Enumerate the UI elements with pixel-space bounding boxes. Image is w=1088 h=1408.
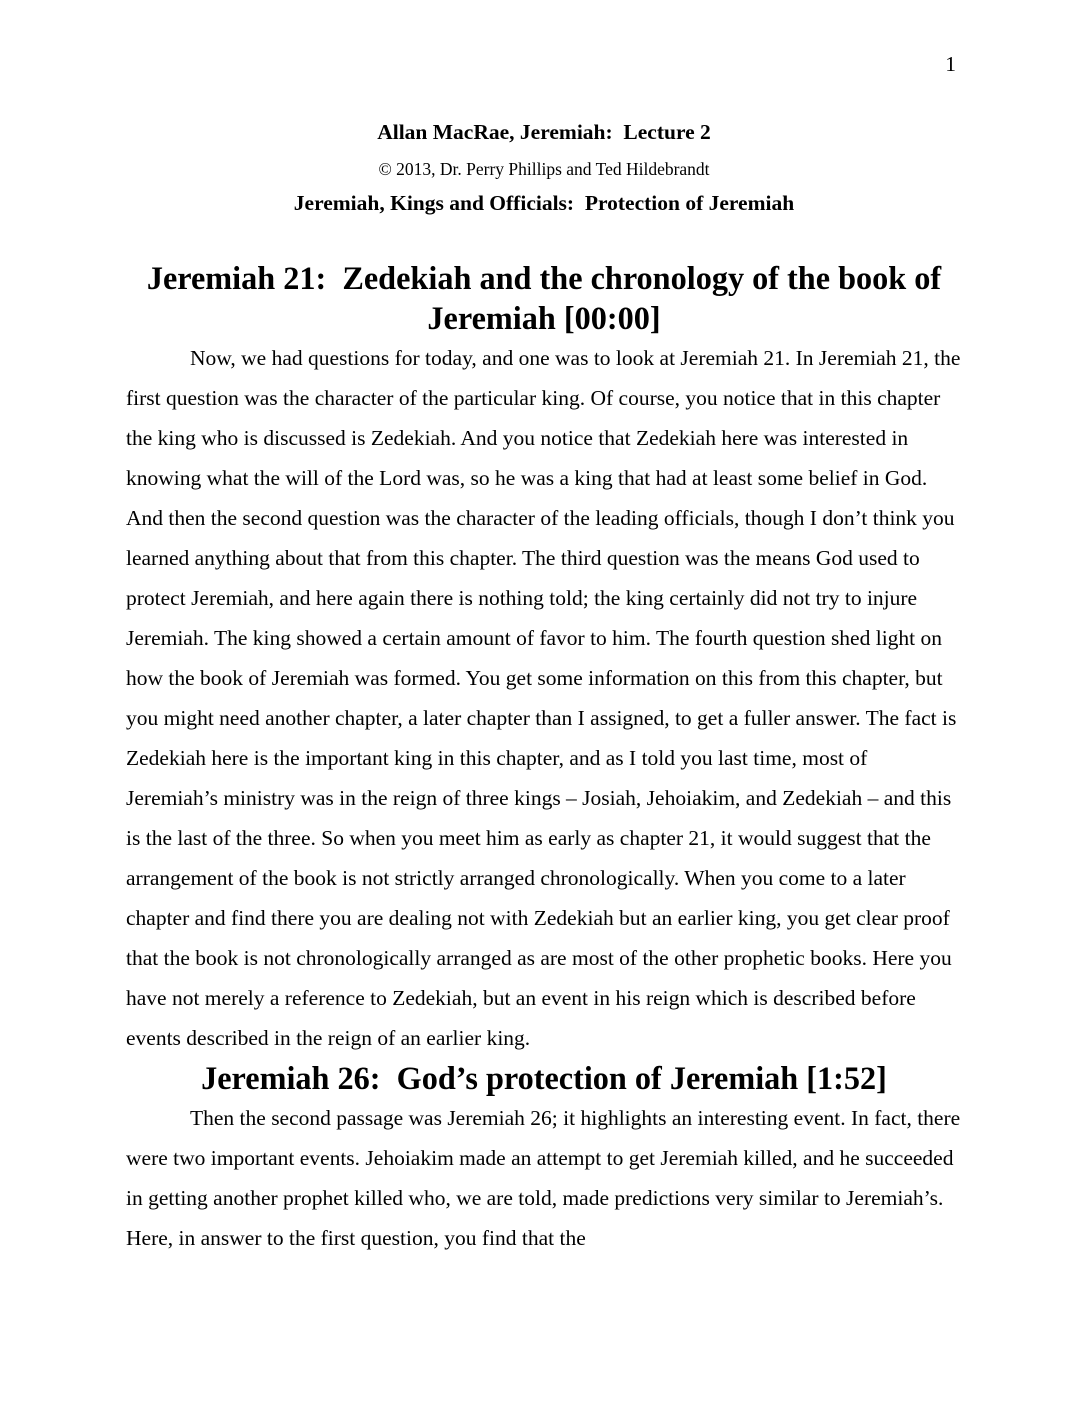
section-heading: Jeremiah 21: Zedekiah and the chronology of the book of Jeremiah [00:00]: [146, 260, 950, 336]
paragraph: Then the second passage was Jeremiah 26; it highlights an interesting event. In fact, there were two important events. Jehoiakim made an attempt to get Jeremiah killed, and he succeeded in getting another prophet killed who, we are told, made predictions very similar to Jeremiah’s. Here, in answer to the first question, you find that the: [126, 1106, 966, 1250]
section-heading: Jeremiah 26: God’s protection of Jeremiah [1:52]: [201, 1060, 887, 1096]
document-subtitle: Jeremiah, Kings and Officials: Protection of Jeremiah: [293, 191, 795, 215]
section-jeremiah-21: [126, 258, 966, 1058]
paragraph: Now, we had questions for today, and one was to look at Jeremiah 21. In Jeremiah 21, the first question was the character of the particular king. Of course, you notice that in this chapter the king who is discussed is Zedekiah. And you notice that Zedekiah here was interested in knowing what the will of the Lord was, so he was a king that had at least some belief in God. And then the second question was the character of the leading officials, though I don’t think you learned anything about that from this chapter. The third question was the means God used to protect Jeremiah, and here again there is nothing told; the king certainly did not try to injure Jeremiah. The king showed a certain amount of favor to him. The fourth question shed light on how the book of Jeremiah was formed. You get some information on this from this chapter, but you might need another chapter, a later chapter than I assigned, to get a fuller answer. The fact is Zedekiah here is the important king in this chapter, and as I told you last time, most of Jeremiah’s ministry was in the reign of three kings – Josiah, Jehoiakim, and Zedekiah – and this is the last of the three. So when you meet him as early as chapter 21, it would suggest that the arrangement of the book is not strictly arranged chronologically. When you come to a later chapter and find there you are dealing not with Zedekiah but an earlier king, you get clear proof that the book is not chronologically arranged as are most of the other prophetic books. Here you have not merely a reference to Zedekiah, but an event in his reign which is described before events described in the reign of an earlier king.: [126, 346, 966, 1050]
document-title: Allan MacRae, Jeremiah: Lecture 2: [377, 120, 711, 144]
copyright-line: © 2013, Dr. Perry Phillips and Ted Hildebrandt: [378, 159, 710, 179]
document-body: [126, 258, 966, 1258]
page-number: 1: [945, 52, 956, 76]
section-jeremiah-26: [126, 1058, 966, 1258]
